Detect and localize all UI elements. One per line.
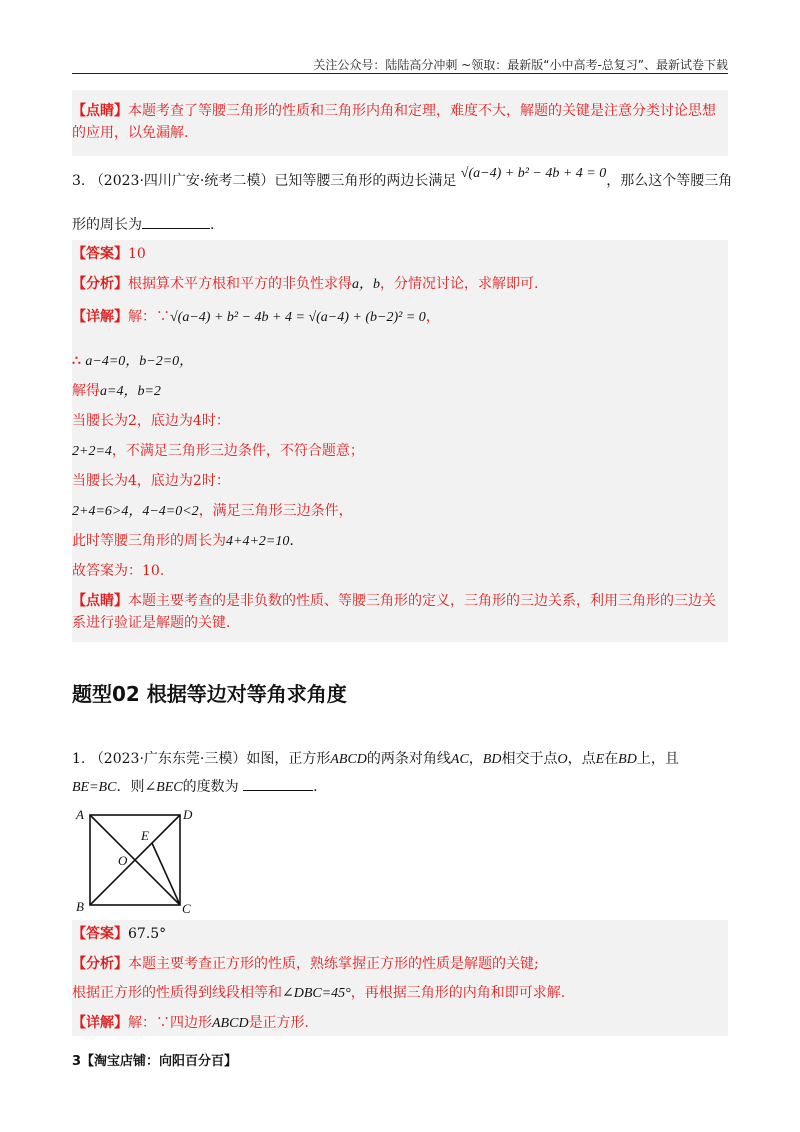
step2-text: 解得 — [72, 383, 100, 399]
answer-value: 67.5° — [128, 926, 167, 942]
step2-eq: a=4，b=2 — [100, 384, 161, 399]
prev-comment-block — [72, 90, 728, 156]
perimeter-end: . — [289, 533, 294, 549]
q1-analysis-2 — [72, 982, 565, 1005]
q1-answer — [72, 923, 166, 945]
q1-stem-f: 上，且 — [636, 751, 679, 767]
perimeter-text: 此时等腰三角形的周长为 — [72, 533, 226, 549]
q3-case1-eq — [72, 440, 364, 463]
q3-perimeter — [72, 530, 294, 553]
case1-equation: 2+2=4 — [72, 444, 112, 459]
header-rule — [72, 73, 728, 74]
q3-case2-eq — [72, 500, 353, 523]
perimeter-eq: 4+4+2=10 — [226, 534, 290, 549]
q1-analysis-1 — [72, 953, 539, 975]
case2-equation: 2+4=6>4，4−4=0<2 — [72, 504, 199, 519]
q3-stem-end: . — [210, 217, 215, 233]
analysis-text-b: ，分情况讨论，求解即可. — [380, 276, 539, 292]
answer-tag: 【答案】 — [72, 926, 128, 942]
analysis-text-2a: 根据正方形的性质得到线段相等和 — [72, 985, 282, 1001]
detail-text-a: 解：∵四边形 — [128, 1015, 212, 1031]
q1-stem-b: 的两条对角线 — [366, 751, 451, 767]
step1-eq: a−4=0，b−2=0， — [85, 354, 194, 369]
q1-stem-e: 在 — [604, 751, 619, 767]
q1-source: （2023·广东东莞·三模） — [89, 751, 247, 767]
detail-tag: 【详解】 — [72, 1015, 128, 1031]
q3-answer — [72, 243, 146, 265]
q1-bd: BD — [482, 752, 502, 767]
case1-note: ，不满足三角形三边条件，不符合题意； — [111, 443, 364, 459]
q1-bd2: BD — [618, 752, 637, 767]
q1-stem-c: 相交于点 — [501, 751, 558, 767]
q3-final: 故答案为：10. — [72, 563, 165, 579]
detail-start: 解：∵ — [128, 309, 170, 325]
label-b: B — [76, 899, 84, 914]
q1-comma: ， — [468, 751, 483, 767]
q1-abcd: ABCD — [330, 752, 367, 767]
section-title: 题型02 根据等边对等角求角度 — [72, 682, 347, 706]
q1-stem-h: 的度数为 — [182, 779, 239, 795]
label-e: E — [141, 828, 149, 843]
comment-tag: 【点睛】 — [72, 593, 128, 609]
analysis-vars: a，b — [352, 277, 380, 292]
q1-stem-a: 如图，正方形 — [246, 751, 331, 767]
q1-stem-end: . — [313, 779, 318, 795]
case2-note: ，满足三角形三边条件， — [198, 503, 353, 519]
segment-ec — [152, 843, 180, 905]
q3-stem-line1 — [72, 166, 733, 193]
detail-eq-end: ， — [425, 309, 440, 325]
q3-detail — [72, 306, 440, 329]
q3-source: （2023·四川广安·统考二模） — [89, 173, 275, 189]
detail-text-b: 是正方形. — [248, 1015, 310, 1031]
page-number: 3 — [72, 1054, 82, 1069]
detail-tag: 【详解】 — [72, 309, 128, 325]
square-figure — [70, 805, 200, 915]
q3-comment — [72, 590, 728, 634]
answer-value: 10 — [128, 246, 146, 262]
prev-comment — [72, 90, 728, 144]
q1-stem-line2 — [72, 776, 318, 799]
therefore-symbol: ∴ — [72, 353, 81, 369]
comment-text: 本题主要考查的是非负数的性质、等腰三角形的定义，三角形的三边关系，利用三角形的三边关系进行验证是解题的关键. — [72, 593, 716, 631]
analysis-tag: 【分析】 — [72, 276, 128, 292]
q1-o: O — [557, 752, 568, 767]
q3-stem-a: 已知等腰三角形的两边长满足 — [274, 173, 457, 189]
detail-equation: √(a−4) + b² − 4b + 4 = √(a−4) + (b−2)² = 0 — [170, 310, 426, 325]
q3-stem-b: ，那么这个等腰三角 — [606, 173, 733, 189]
page-header: 关注公众号：陆陆高分冲刺 ~领取：最新版“小中高考-总复习”、最新试卷下载 — [313, 58, 728, 72]
analysis-text-2b: ，再根据三角形的内角和即可求解. — [350, 985, 566, 1001]
q3-case2: 当腰长为4，底边为2时： — [72, 473, 230, 489]
answer-blank[interactable] — [142, 214, 210, 229]
q3-equation: √(a−4) + b² − 4b + 4 = 0 — [460, 166, 607, 181]
label-a: A — [76, 807, 84, 822]
q3-step2 — [72, 380, 161, 403]
q3-stem-line2 — [72, 214, 214, 236]
q1-stem-d: ，点 — [567, 751, 596, 767]
q3-number: 3. — [72, 173, 86, 189]
label-c: C — [182, 901, 191, 915]
q1-angle: ∠BEC — [144, 780, 183, 795]
label-o: O — [118, 853, 128, 868]
analysis-text-1: 本题主要考查正方形的性质，熟练掌握正方形的性质是解题的关键; — [128, 956, 539, 972]
label-d: D — [183, 807, 193, 822]
q1-ac: AC — [450, 752, 469, 767]
page-footer — [72, 1050, 237, 1069]
analysis-eq: ∠DBC=45° — [282, 986, 351, 1001]
q1-condition: BE=BC — [72, 780, 117, 795]
detail-abcd: ABCD — [212, 1016, 249, 1031]
answer-tag: 【答案】 — [72, 246, 128, 262]
q3-stem-c: 形的周长为 — [72, 217, 142, 233]
shop-label: 【淘宝店铺：向阳百分百】 — [81, 1054, 238, 1069]
q1-detail — [72, 1012, 309, 1035]
q1-e: E — [595, 752, 605, 767]
q3-step1 — [72, 350, 193, 373]
analysis-text-a: 根据算术平方根和平方的非负性求得 — [128, 276, 352, 292]
q1-number: 1. — [72, 751, 86, 767]
q1-stem-g: ．则 — [116, 779, 145, 795]
comment-text: 本题考查了等腰三角形的性质和三角形内角和定理，难度不大，解题的关键是注意分类讨论思想的应用，以免漏解. — [72, 103, 716, 141]
q3-case1: 当腰长为2，底边为4时： — [72, 413, 230, 429]
comment-tag: 【点睛】 — [72, 103, 128, 119]
q1-stem-line1 — [72, 748, 679, 771]
analysis-tag: 【分析】 — [72, 956, 128, 972]
q3-analysis — [72, 273, 538, 296]
answer-blank[interactable] — [243, 776, 313, 791]
